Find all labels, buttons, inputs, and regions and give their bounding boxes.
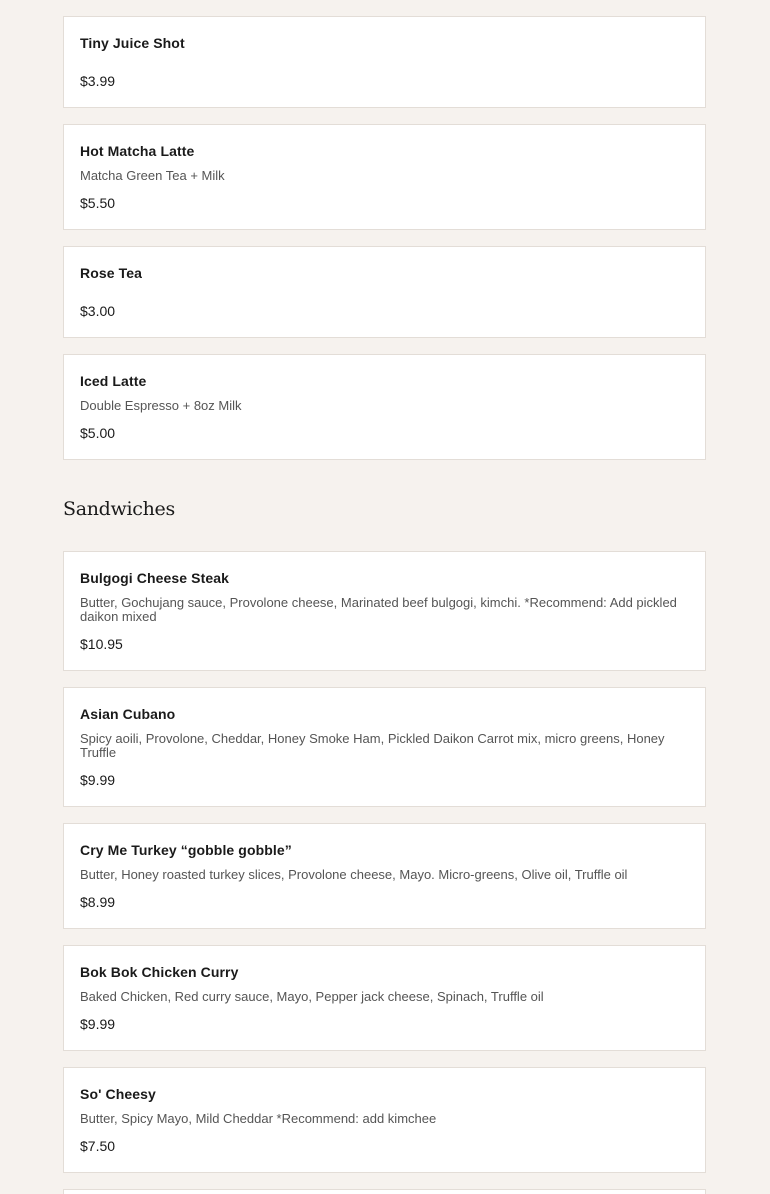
item-price: $3.00 bbox=[80, 303, 116, 319]
menu-item-card[interactable] bbox=[63, 246, 706, 338]
menu-item-card[interactable] bbox=[63, 687, 706, 807]
item-name: So' Cheesy bbox=[80, 1086, 156, 1102]
item-price: $5.50 bbox=[80, 195, 116, 211]
menu-item-card[interactable] bbox=[63, 1067, 706, 1173]
item-name: Cry Me Turkey “gobble gobble” bbox=[80, 842, 292, 858]
menu-item-card[interactable] bbox=[63, 124, 706, 230]
item-price: $3.99 bbox=[80, 73, 116, 89]
menu-item-card[interactable] bbox=[63, 354, 706, 460]
item-description: Spicy aoili, Provolone, Cheddar, Honey Smoke Ham, Pickled Daikon Carrot mix, micro greens, Honey Truffle bbox=[80, 731, 665, 760]
item-price: $10.95 bbox=[80, 636, 123, 652]
item-price: $9.99 bbox=[80, 1016, 116, 1032]
item-description: Baked Chicken, Red curry sauce, Mayo, Pepper jack cheese, Spinach, Truffle oil bbox=[80, 989, 544, 1004]
item-name: Tiny Juice Shot bbox=[80, 35, 185, 51]
menu-item-card-partial[interactable] bbox=[63, 1189, 706, 1194]
item-name: Iced Latte bbox=[80, 373, 147, 389]
menu-item-card[interactable] bbox=[63, 823, 706, 929]
item-name: Rose Tea bbox=[80, 265, 143, 281]
item-description: Double Espresso + 8oz Milk bbox=[80, 398, 242, 413]
item-price: $8.99 bbox=[80, 894, 116, 910]
item-name: Asian Cubano bbox=[80, 706, 176, 722]
item-description: Butter, Gochujang sauce, Provolone cheese, Marinated beef bulgogi, kimchi. *Recommend: Add pickled daikon mixed bbox=[80, 595, 677, 624]
item-name: Hot Matcha Latte bbox=[80, 143, 195, 159]
item-name: Bok Bok Chicken Curry bbox=[80, 964, 239, 980]
item-description: Matcha Green Tea + Milk bbox=[80, 168, 225, 183]
item-description: Butter, Honey roasted turkey slices, Provolone cheese, Mayo. Micro-greens, Olive oil, Truffle oil bbox=[80, 867, 628, 882]
item-description: Butter, Spicy Mayo, Mild Cheddar *Recommend: add kimchee bbox=[80, 1111, 437, 1126]
section-title-sandwiches: Sandwiches bbox=[63, 498, 175, 520]
item-price: $9.99 bbox=[80, 772, 116, 788]
menu-item-card[interactable] bbox=[63, 551, 706, 671]
menu-item-card[interactable] bbox=[63, 16, 706, 108]
item-price: $7.50 bbox=[80, 1138, 116, 1154]
item-price: $5.00 bbox=[80, 425, 116, 441]
menu-item-card[interactable] bbox=[63, 945, 706, 1051]
item-name: Bulgogi Cheese Steak bbox=[80, 570, 230, 586]
